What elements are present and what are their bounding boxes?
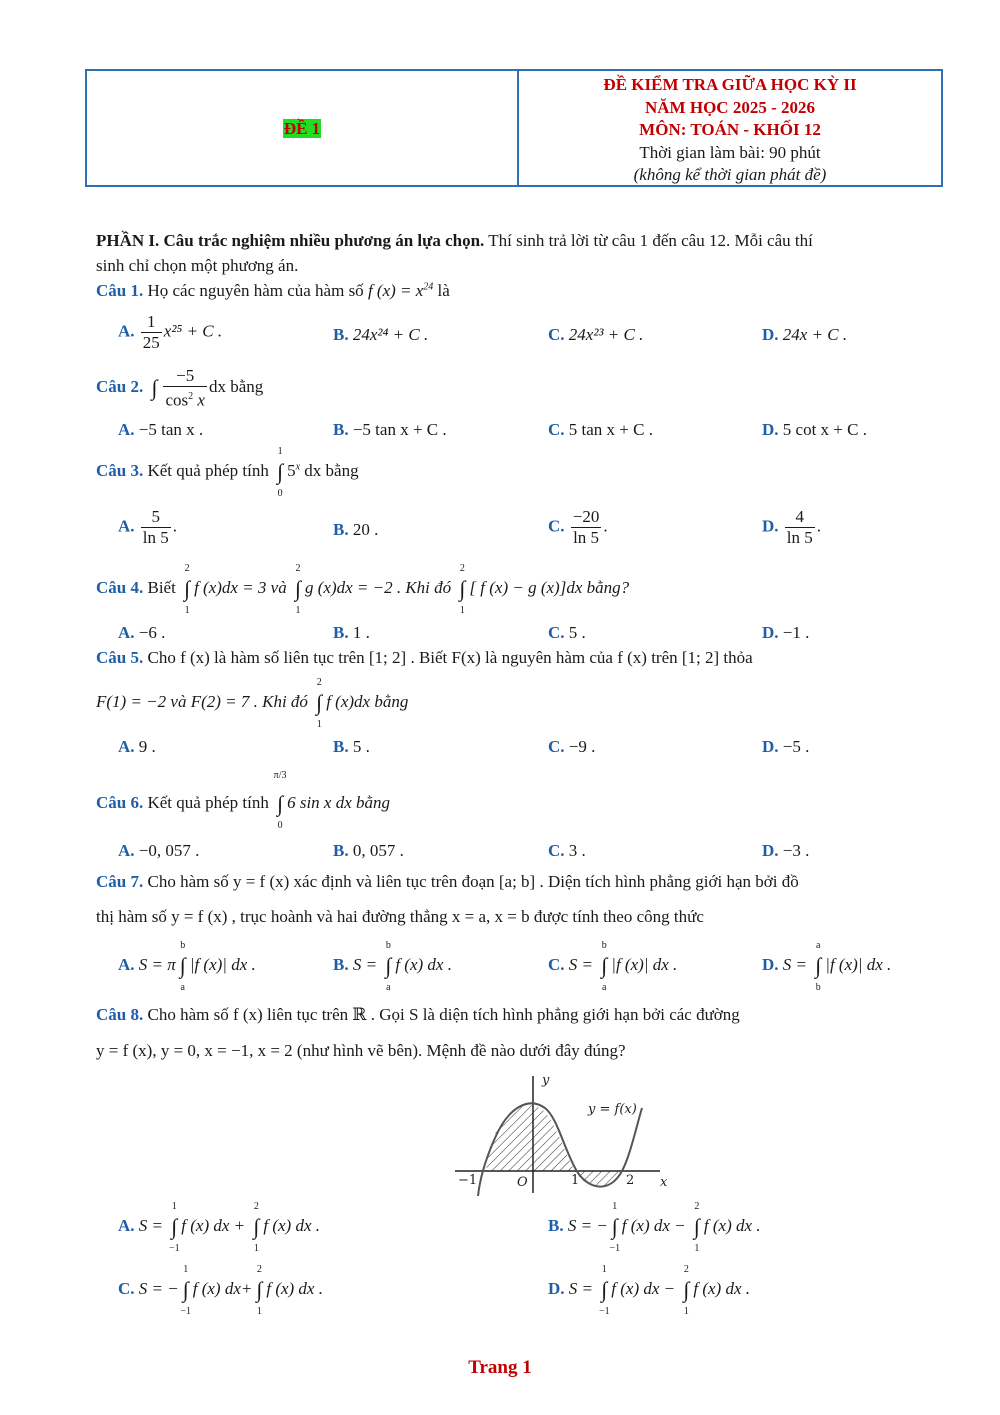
option-text: 3 .: [568, 841, 586, 860]
time-note: (không kể thời gian phát đề): [633, 165, 827, 184]
q6-option-b[interactable]: [333, 841, 404, 861]
tick-label-2: 2: [626, 1173, 635, 1188]
q5-option-c[interactable]: [548, 737, 595, 757]
question-label: Câu 3.: [96, 461, 144, 480]
option-text: x²⁵ + C .: [163, 321, 223, 341]
q7-option-c[interactable]: C. S = ∫ b a |f (x)| dx .: [548, 940, 678, 994]
question-6: Câu 6. Kết quả phép tính ∫ π/3 0 6 sin x dx bằng: [96, 770, 391, 832]
option-text: 5 cot x + C .: [782, 420, 867, 439]
q1-option-a[interactable]: A. $\frac{1}{25}$ x²⁵ + C .: [118, 312, 223, 352]
option-label: B.: [333, 520, 349, 539]
option-text: f (x) dx .: [266, 1279, 323, 1298]
option-label: D.: [762, 325, 779, 344]
q8-option-d[interactable]: D. S = ∫ 1 −1 f (x) dx − ∫ 2 1 f (x) dx .: [548, 1264, 751, 1318]
option-label: B.: [333, 841, 349, 860]
option-label: B.: [333, 325, 349, 344]
question-text: f (x)dx = 3 và: [194, 578, 291, 597]
option-text: S =: [568, 1279, 598, 1298]
option-text: f (x) dx +: [181, 1216, 250, 1235]
option-label: A.: [118, 623, 135, 642]
q4-option-c[interactable]: [548, 623, 586, 643]
question-text: Cho f (x) là hàm số liên tục trên [1; 2] . Biết F(x) là nguyên hàm của f (x) trên [1; 2] thỏa: [143, 648, 753, 667]
option-text: −0, 057 .: [138, 841, 200, 860]
q5-option-a[interactable]: [118, 737, 156, 757]
question-label: Câu 4.: [96, 578, 144, 597]
option-text: f (x) dx .: [395, 955, 452, 974]
question-text: F(1) = −2 và F(2) = 7 . Khi đó: [96, 692, 313, 711]
school-year: NĂM HỌC 2025 - 2026: [645, 97, 815, 117]
question-5-line-2: F(1) = −2 và F(2) = 7 . Khi đó ∫ 2 1 f (x)dx bằng: [96, 677, 409, 731]
page-number: [0, 1357, 1000, 1379]
option-label: B.: [333, 420, 349, 439]
option-text: 24x + C .: [782, 325, 848, 344]
section-instruction: Thí sinh trả lời từ câu 1 đến câu 12. Mỗi câu thí: [484, 231, 813, 250]
option-text: f (x) dx −: [621, 1216, 690, 1235]
y-axis-label: y: [542, 1073, 550, 1088]
q3-option-d[interactable]: D. $\frac{4}{\ln 5}$ .: [762, 507, 822, 547]
q2-option-c[interactable]: [548, 420, 653, 440]
option-label: A.: [118, 516, 135, 536]
exam-code: ĐỀ 1: [283, 118, 321, 138]
option-label: A.: [118, 955, 135, 974]
question-3: Câu 3. Kết quả phép tính ∫ 1 0 5$^x$ dx bằng: [96, 446, 359, 500]
question-text: f (x)dx bằng: [326, 692, 409, 711]
question-text-tail: là: [433, 281, 450, 300]
q7-option-d[interactable]: D. S = ∫ a b |f (x)| dx .: [762, 940, 892, 994]
question-text-tail: 6 sin x dx bằng: [287, 793, 391, 812]
time-limit: Thời gian làm bài: 90 phút: [639, 142, 821, 162]
q1-option-c[interactable]: [548, 325, 643, 345]
option-text: 1 .: [352, 623, 370, 642]
integral-upper-limit: π/3: [273, 770, 287, 782]
question-label: Câu 6.: [96, 793, 144, 812]
question-8-line-2: y = f (x), y = 0, x = −1, x = 2 (như hình vẽ bên). Mệnh đề nào dưới đây đúng?: [96, 1041, 626, 1060]
option-text: −5 tan x + C .: [352, 420, 447, 439]
option-label: D.: [762, 420, 779, 439]
question-label: Câu 7.: [96, 872, 144, 891]
q4-option-d[interactable]: [762, 623, 809, 643]
question-text-tail: dx bằng: [300, 461, 359, 480]
exam-info-cell: [519, 71, 941, 185]
section-heading: [96, 231, 813, 251]
option-label: A.: [118, 321, 135, 341]
option-label: A.: [118, 420, 135, 439]
question-2: Câu 2. ∫ $\frac{-5}{\cos^2 x}$ dx bằng: [96, 366, 264, 410]
option-text: −1 .: [782, 623, 810, 642]
option-text: 5 tan x + C .: [568, 420, 653, 439]
q6-option-a[interactable]: [118, 841, 199, 861]
option-text: f (x) dx −: [611, 1279, 680, 1298]
option-label: D.: [762, 841, 779, 860]
q3-option-c[interactable]: C. $\frac{-20}{\ln 5}$ .: [548, 507, 608, 547]
exam-header-box: [85, 69, 943, 187]
tick-label-minus-1: −1: [458, 1173, 478, 1188]
q7-option-a[interactable]: A. S = π ∫ b a |f (x)| dx .: [118, 940, 256, 994]
fraction-numerator: 5: [141, 507, 171, 528]
option-text: 20 .: [352, 520, 379, 539]
question-1: Câu 1. Họ các nguyên hàm của hàm số f $(x) = x^{24}$ là: [96, 281, 450, 300]
exam-code-cell: [87, 71, 519, 185]
question-7-line-2: thị hàm số y = f (x) , trục hoành và hai đường thẳng x = a, x = b được tính theo công thức: [96, 907, 704, 926]
option-label: B.: [333, 623, 349, 642]
option-text: −3 .: [782, 841, 810, 860]
option-text: f (x) dx .: [703, 1216, 761, 1235]
option-text: S =: [138, 1216, 168, 1235]
option-text: 5 .: [568, 623, 586, 642]
option-text: S = π: [138, 955, 176, 974]
option-label: B.: [333, 955, 349, 974]
option-label: C.: [548, 623, 565, 642]
fraction-denominator: ln 5: [142, 528, 169, 547]
option-label: C.: [548, 737, 565, 756]
option-label: A.: [118, 841, 135, 860]
option-label: C.: [118, 1279, 135, 1298]
option-label: C.: [548, 325, 565, 344]
question-text: Biết: [143, 578, 181, 597]
option-text: |f (x)| dx .: [825, 955, 892, 974]
option-text: |f (x)| dx .: [611, 955, 678, 974]
section-title: PHẦN I. Câu trắc nghiệm nhiều phương án lựa chọn.: [96, 231, 485, 250]
option-label: C.: [548, 420, 565, 439]
q5-option-d[interactable]: [762, 737, 809, 757]
fraction-denominator: ln 5: [786, 528, 813, 547]
question-label: Câu 8.: [96, 1005, 144, 1024]
question-4: Câu 4. Biết ∫ 2 1 f (x)dx = 3 và ∫ 2 1 g (x)dx = −2 . Khi đó ∫ 2 1 [ f (x) − g (x)]dx bằng?: [96, 563, 630, 617]
q1-option-b[interactable]: [333, 325, 428, 345]
q4-option-a[interactable]: [118, 623, 165, 643]
subject: MÔN: TOÁN - KHỐI 12: [639, 120, 821, 139]
exam-title: ĐỀ KIỂM TRA GIỮA HỌC KỲ II: [603, 75, 857, 94]
question-text: Kết quả phép tính: [143, 461, 274, 480]
origin-label: O: [517, 1175, 528, 1190]
q1-option-d[interactable]: [762, 325, 847, 345]
option-text: S = −: [567, 1216, 608, 1235]
option-text: 0, 057 .: [352, 841, 404, 860]
option-text: f (x) dx .: [263, 1216, 321, 1235]
q2-option-b[interactable]: [333, 420, 447, 440]
question-label: Câu 1.: [96, 281, 144, 300]
option-label: C.: [548, 955, 565, 974]
option-text: S =: [782, 955, 812, 974]
option-label: D.: [762, 955, 779, 974]
option-text: 5 .: [352, 737, 370, 756]
option-label: B.: [333, 737, 349, 756]
option-text: 9 .: [138, 737, 156, 756]
q6-option-c[interactable]: [548, 841, 586, 861]
fraction-numerator: −20: [572, 507, 600, 526]
option-text: |f (x)| dx .: [189, 955, 256, 974]
question-5: [96, 648, 753, 668]
option-text: f (x) dx .: [693, 1279, 751, 1298]
q8-option-c[interactable]: C. S = − ∫ 1 −1 f (x) dx+ ∫ 2 1 f (x) dx .: [118, 1264, 323, 1318]
fraction-numerator: 4: [785, 507, 815, 528]
section-instruction-2: sinh chỉ chọn một phương án.: [96, 256, 299, 275]
q2-option-d[interactable]: [762, 420, 867, 440]
option-label: C.: [548, 516, 565, 536]
option-text: S =: [568, 955, 598, 974]
x-axis-label: x: [660, 1175, 668, 1190]
question-text: [ f (x) − g (x)]dx bằng?: [469, 578, 630, 597]
option-label: D.: [762, 623, 779, 642]
page-number-text: Trang 1: [468, 1357, 532, 1378]
question-text: Họ các nguyên hàm của hàm số: [143, 281, 368, 300]
question-7: [96, 872, 799, 892]
q8-option-a[interactable]: A. S = ∫ 1 −1 f (x) dx + ∫ 2 1 f (x) dx .: [118, 1201, 321, 1255]
option-text: f (x) dx+: [192, 1279, 253, 1298]
question-label: Câu 2.: [96, 377, 144, 397]
option-label: B.: [548, 1216, 564, 1235]
q2-option-a[interactable]: [118, 420, 203, 440]
option-label: D.: [548, 1279, 565, 1298]
q4-option-b[interactable]: [333, 623, 370, 643]
option-text: −5 .: [782, 737, 810, 756]
option-text: −6 .: [138, 623, 166, 642]
option-text: 24x²⁴ + C .: [352, 325, 429, 344]
q6-option-d[interactable]: [762, 841, 809, 861]
option-label: D.: [762, 516, 779, 536]
fraction-denominator: ln 5: [573, 528, 600, 547]
question-text: Kết quả phép tính: [143, 793, 274, 812]
option-text: −9 .: [568, 737, 596, 756]
option-text: S =: [352, 955, 382, 974]
question-text: g (x)dx = −2 . Khi đó: [304, 578, 456, 597]
option-text: S = −: [138, 1279, 179, 1298]
tick-label-1: 1: [571, 1173, 580, 1188]
option-text: 24x²³ + C .: [568, 325, 644, 344]
option-label: D.: [762, 737, 779, 756]
option-label: C.: [548, 841, 565, 860]
q8-option-b[interactable]: B. S = − ∫ 1 −1 f (x) dx − ∫ 2 1 f (x) dx .: [548, 1201, 761, 1255]
question-label: Câu 5.: [96, 648, 144, 667]
question-8: [96, 1005, 740, 1025]
q7-option-b[interactable]: B. S = ∫ b a f (x) dx .: [333, 940, 452, 994]
q5-option-b[interactable]: [333, 737, 370, 757]
q3-option-a[interactable]: A. $\frac{5}{\ln 5}$ .: [118, 507, 178, 547]
function-graph: [450, 1068, 680, 1196]
option-label: A.: [118, 1216, 135, 1235]
option-label: A.: [118, 737, 135, 756]
q3-option-b[interactable]: [333, 520, 378, 540]
question-text: dx bằng: [208, 377, 264, 397]
curve-label: y = f(x): [588, 1102, 637, 1117]
option-text: −5 tan x .: [138, 420, 204, 439]
question-text: Cho hàm số f (x) liên tục trên ℝ . Gọi S là diện tích hình phẳng giới hạn bởi các đường: [143, 1005, 740, 1024]
question-text: Cho hàm số y = f (x) xác định và liên tục trên đoạn [a; b] . Diện tích hình phẳng giới hạn bởi đồ: [143, 872, 799, 891]
